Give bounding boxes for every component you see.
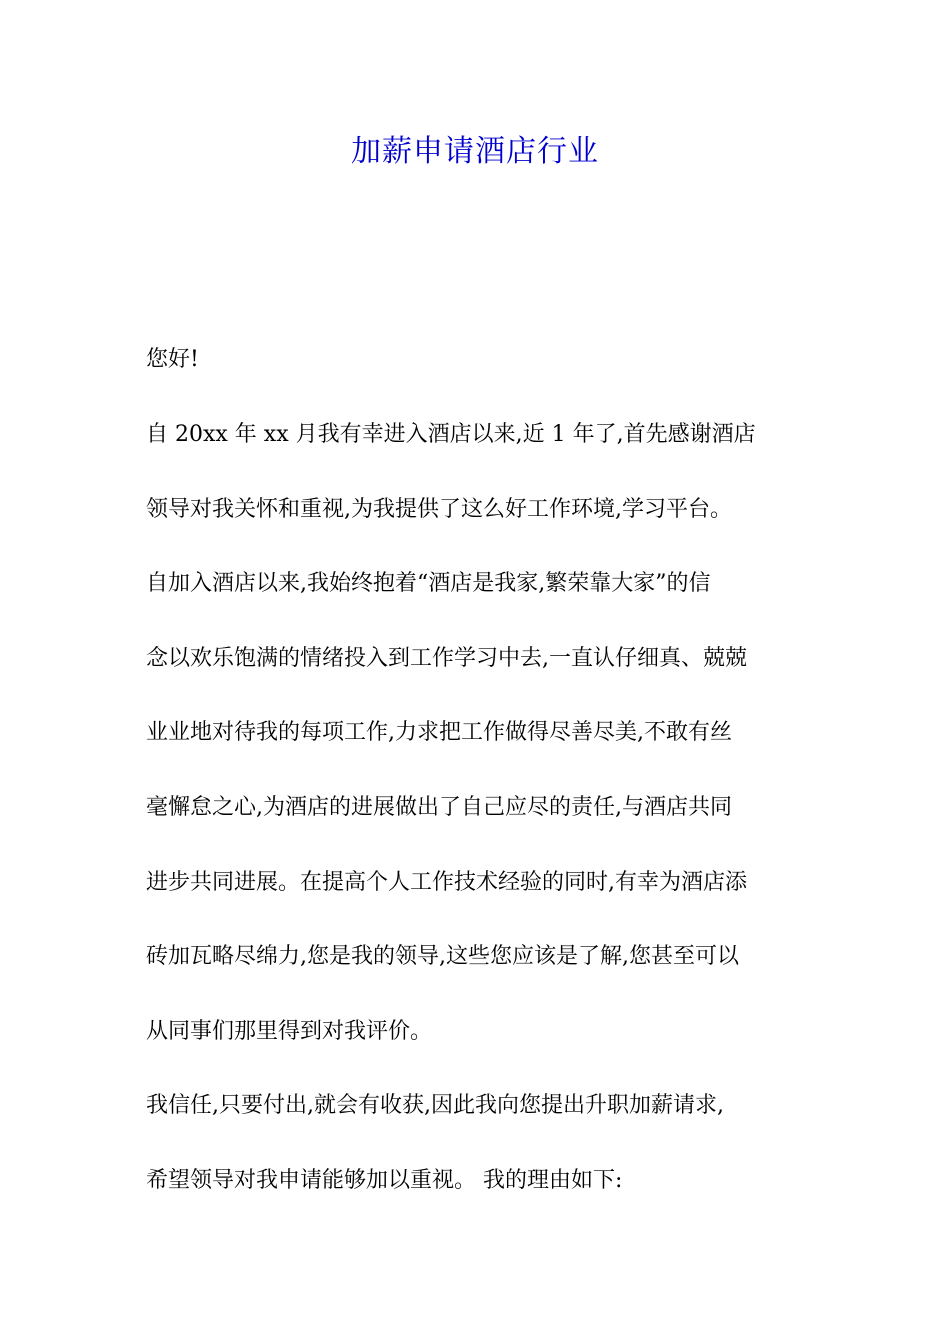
body-line: 从同事们那里得到对我评价。 — [146, 1019, 433, 1044]
body-line: 自 20xx 年 xx 月我有幸进入酒店以来,近 1 年了,首先感谢酒店 — [146, 422, 756, 447]
salutation-line: 您好! — [146, 347, 199, 372]
body-line: 希望领导对我申请能够加以重视。 我的理由如下: — [146, 1168, 623, 1193]
body-line: 领导对我关怀和重视,为我提供了这么好工作环境,学习平台。 — [146, 497, 732, 522]
body-line: 我信任,只要付出,就会有收获,因此我向您提出升职加薪请求, — [146, 1093, 724, 1118]
body-line: 进步共同进展。在提高个人工作技术经验的同时,有幸为酒店添 — [146, 870, 747, 895]
body-line: 业业地对待我的每项工作,力求把工作做得尽善尽美,不敢有丝 — [146, 720, 732, 745]
document-title: 加薪申请酒店行业 — [351, 134, 599, 169]
body-line: 自加入酒店以来,我始终抱着“酒店是我家,繁荣靠大家”的信 — [146, 571, 711, 596]
body-line: 砖加瓦略尽绵力,您是我的领导,这些您应该是了解,您甚至可以 — [146, 944, 739, 969]
body-line: 毫懈怠之心,为酒店的进展做出了自己应尽的责任,与酒店共同 — [146, 795, 732, 820]
body-line: 念以欢乐饱满的情绪投入到工作学习中去,一直认仔细真、兢兢 — [146, 646, 747, 671]
